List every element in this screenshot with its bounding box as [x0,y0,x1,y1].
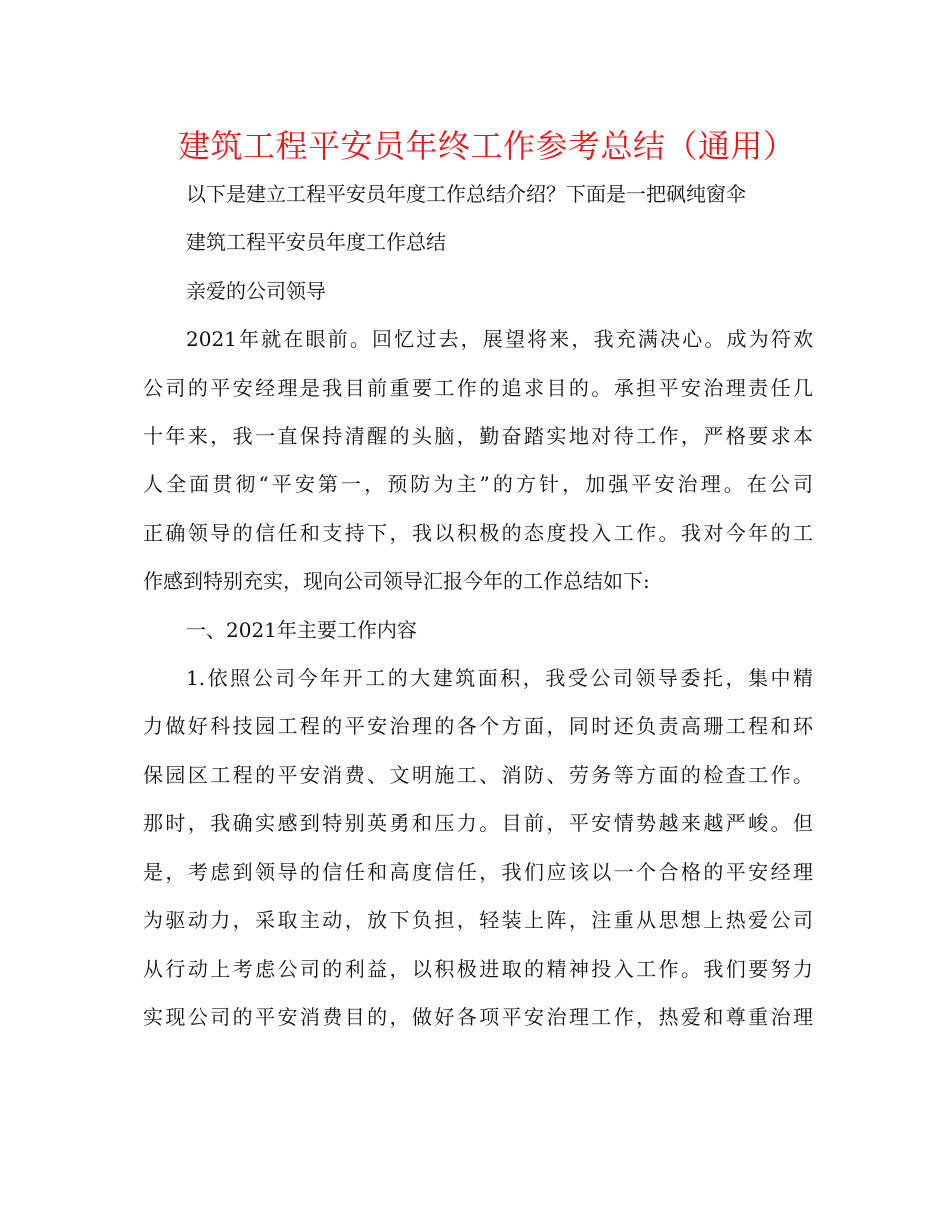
text-line: 保园区工程的平安消费、文明施工、消防、劳务等方面的检查工作。 [143,762,813,787]
text-line: 那时，我确实感到特别英勇和压力。目前，平安情势越来越严峻。但 [143,811,813,836]
subtitle-paragraph [143,218,813,266]
document-title: 建筑工程平安员年终工作参考总结（通用） [178,127,796,165]
text-line: 实现公司的平安消费目的，做好各项平安治理工作，热爱和尊重治理 [143,1004,813,1029]
text-line: 公司的平安经理是我目前重要工作的追求目的。承担平安治理责任几 [143,375,813,400]
text-line: 正确领导的信任和支持下，我以积极的态度投入工作。我对今年的工 [143,520,813,545]
text-line: 从行动上考虑公司的利益，以积极进取的精神投入工作。我们要努力 [143,956,813,981]
text-line: 1.依照公司今年开工的大建筑面积，我受公司领导委托，集中精 [186,666,813,691]
section-heading [143,606,813,654]
text-line: 力做好科技园工程的平安治理的各个方面，同时还负责高珊工程和环 [143,714,813,739]
text-line: 建筑工程平安员年度工作总结 [186,230,446,255]
intro-paragraph [143,170,813,218]
text-line: 为驱动力，采取主动，放下负担，轻装上阵，注重从思想上热爱公司 [143,908,813,933]
document-body [143,170,813,1041]
body-paragraph [143,315,813,605]
text-line: 亲爱的公司领导 [186,278,326,303]
text-line: 十年来，我一直保持清醒的头脑，勤奋踏实地对待工作，严格要求本 [143,424,813,449]
text-line: 一、2021年主要工作内容 [186,617,417,642]
body-paragraph [143,654,813,1041]
text-line: 人全面贯彻“平安第一，预防为主”的方针，加强平安治理。在公司 [143,472,813,497]
text-line: 作感到特别充实，现向公司领导汇报今年的工作总结如下: [143,569,650,594]
text-line: 2021年就在眼前。回忆过去，展望将来，我充满决心。成为符欢 [186,327,813,352]
text-line: 是，考虑到领导的信任和高度信任，我们应该以一个合格的平安经理 [143,859,813,884]
text-line: 以下是建立工程平安员年度工作总结介绍？下面是一把砜纯窗伞 [186,182,746,206]
salutation-paragraph [143,267,813,315]
